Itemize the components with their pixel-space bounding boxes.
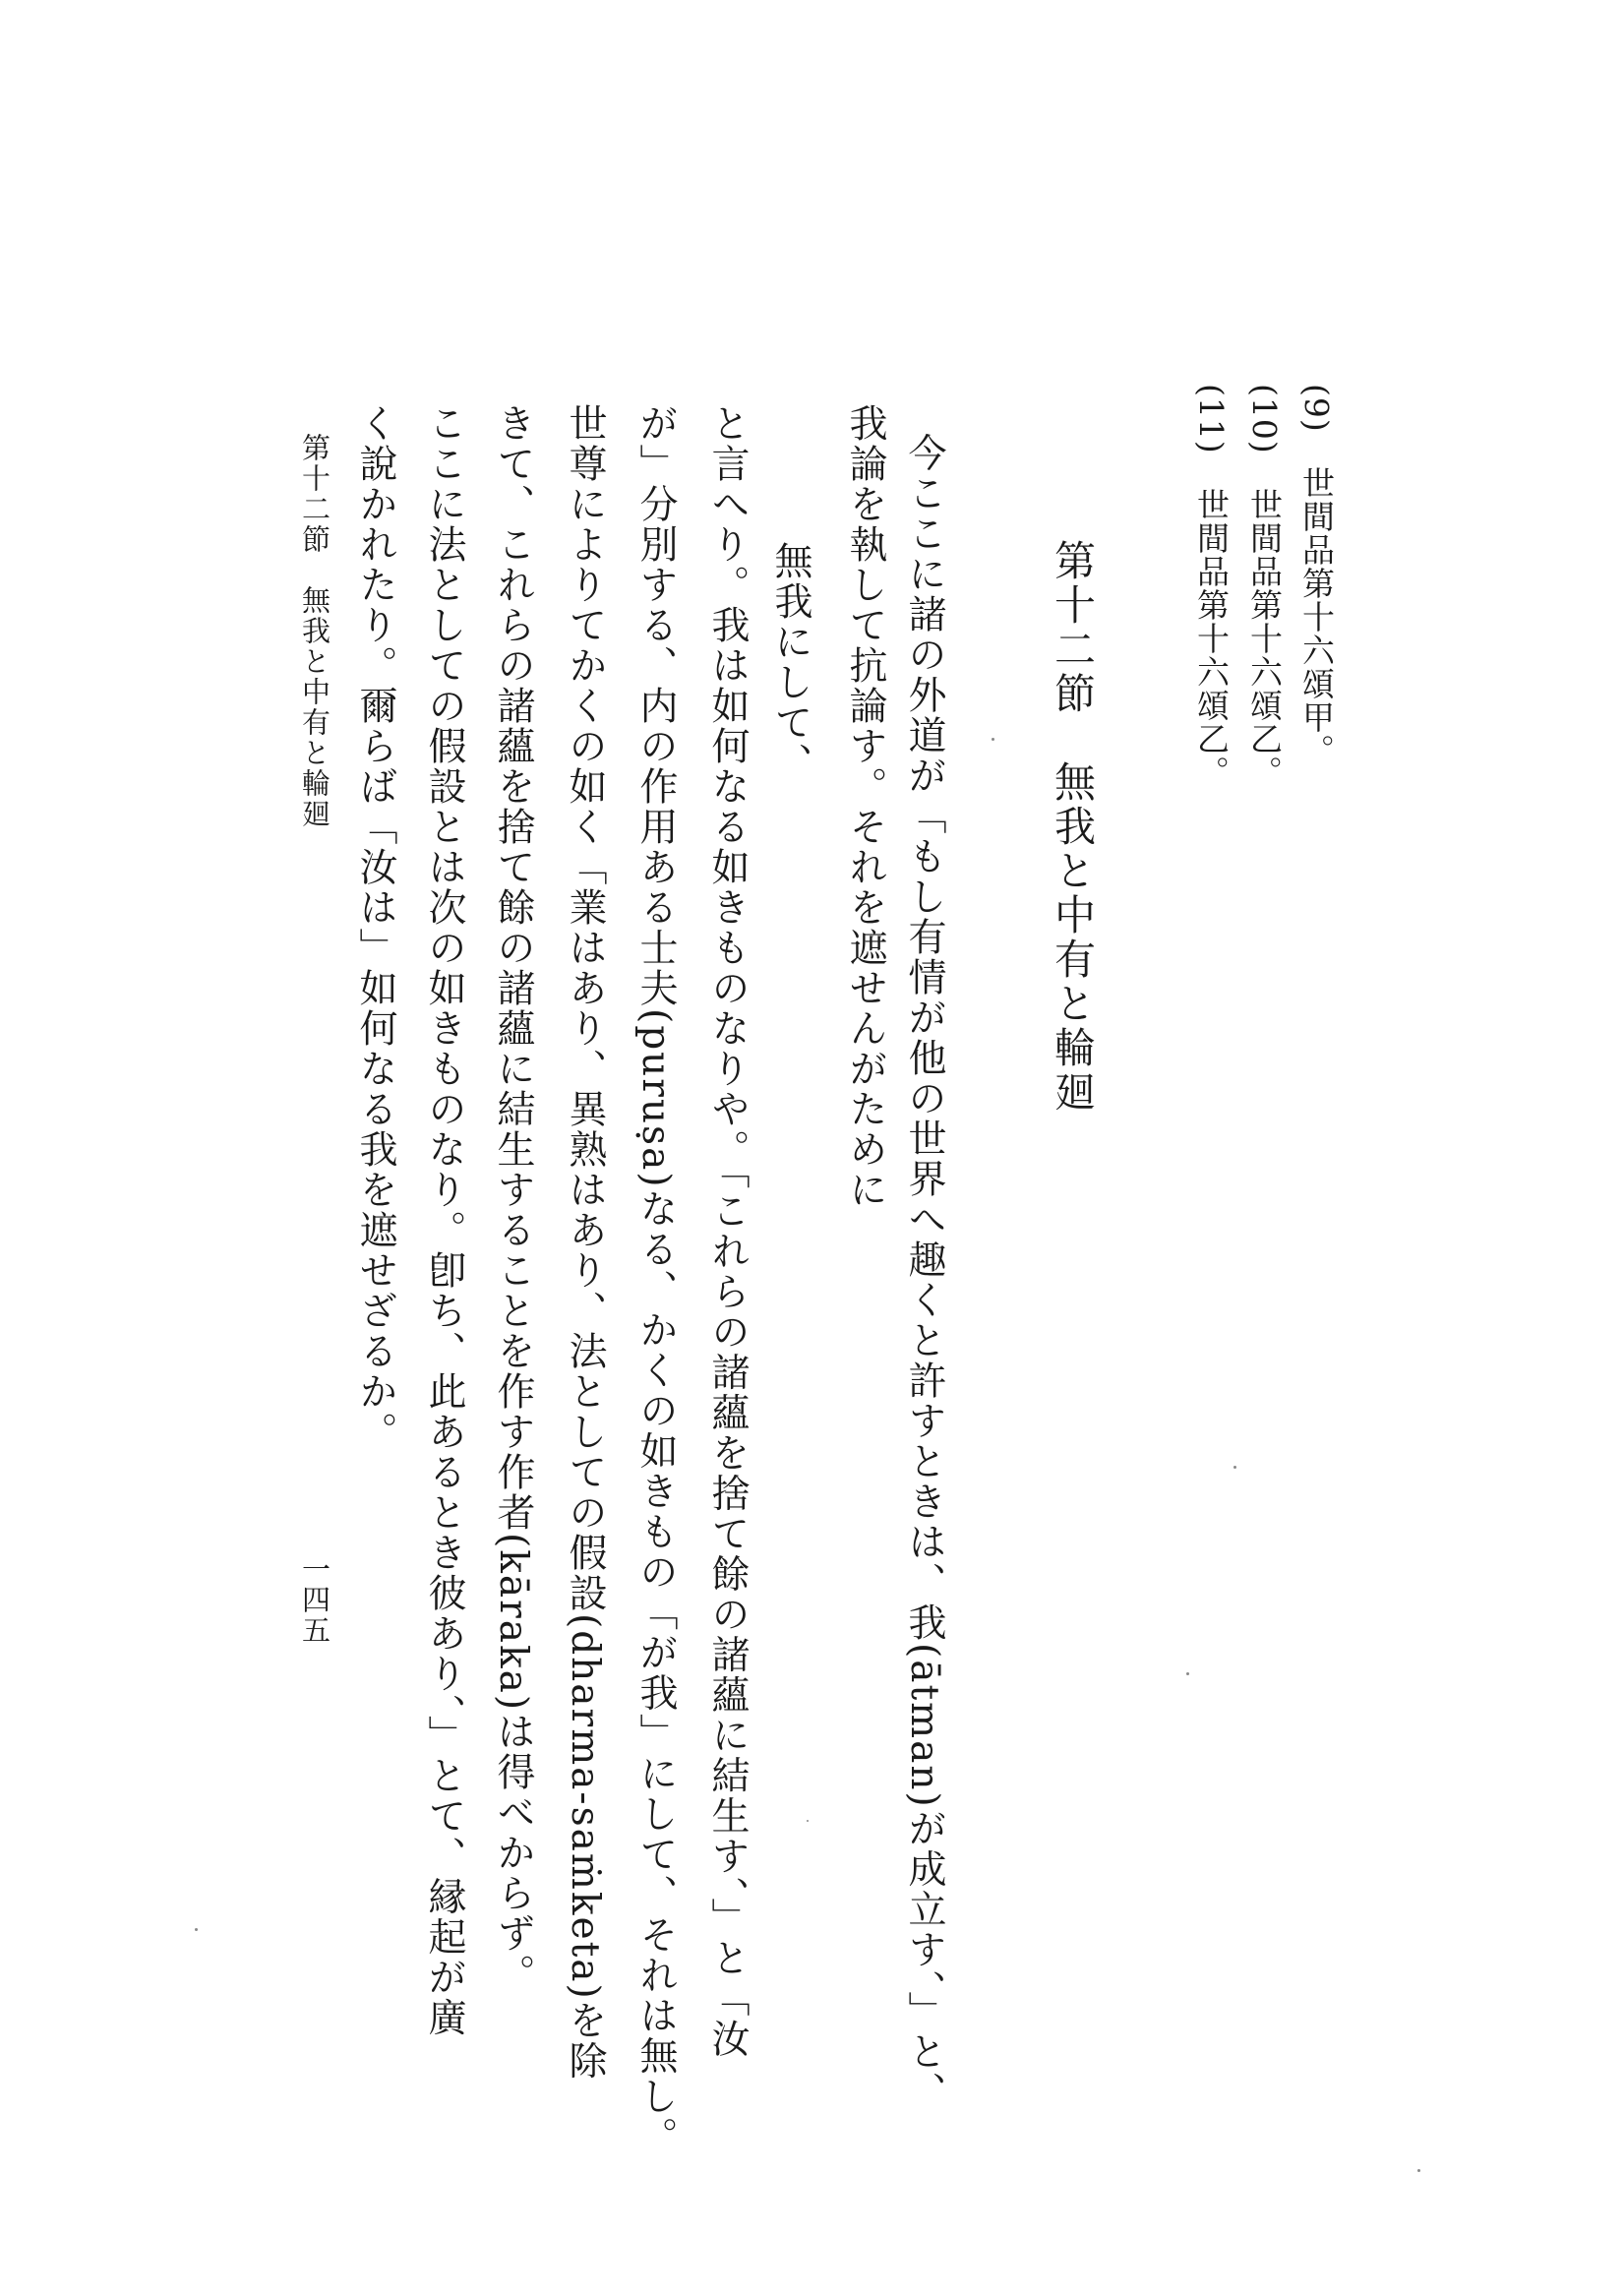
running-header: 第十二節 無我と中有と輪廻 — [298, 433, 331, 829]
scan-speck — [1186, 1672, 1189, 1675]
body-line-5: が」分別する、内の作用ある士夫(puruṣa)なる、かくの如きもの「が我」にして、それは無し。 — [633, 403, 678, 2157]
body-line-4: と言へり。我は如何なる如きものなりや。「これらの諸蘊を捨て餘の諸蘊に結生す、」と「汝 — [705, 403, 750, 2059]
scan-speck — [992, 738, 994, 741]
body-line-1: 今ここに諸の外道が「もし有情が他の世界へ趣くと許すときは、我(ātman)が成立す、」と、 — [902, 433, 946, 2113]
body-line-8: ここに法としての假設とは次の如きものなり。卽ち、此あるとき彼あり、」とて、縁起が廣 — [422, 403, 466, 2038]
footnote-11: (11) 世間品第十六頌乙。 — [1192, 384, 1231, 789]
page-number: 一四五 — [298, 1554, 331, 1646]
footnote-10: (10) 世間品第十六頌乙。 — [1245, 384, 1284, 789]
scan-speck — [807, 1820, 809, 1822]
body-line-9: く說かれたり。爾らば「汝は」如何なる我を遮せざるか。 — [353, 403, 397, 1452]
body-line-7: きて、これらの諸蘊を捨て餘の諸蘊に結生することを作す作者(kāraka)は得べからず。 — [491, 403, 535, 1995]
body-line-2: 我論を執して抗論す。それを遮せんがために — [843, 403, 887, 1210]
footnote-9: (9) 世間品第十六頌甲。 — [1297, 384, 1336, 767]
scan-speck — [195, 1928, 198, 1931]
scan-speck — [1417, 2169, 1420, 2172]
body-line-6: 世尊によりてかくの如く「業はあり、異熟はあり、法としての假設(dharma-saṁketa)を除 — [563, 403, 607, 2082]
section-title: 第十二節 無我と中有と輪廻 — [1049, 539, 1097, 1115]
scan-speck — [1233, 1466, 1236, 1469]
body-line-3: 無我にして、 — [768, 541, 812, 783]
